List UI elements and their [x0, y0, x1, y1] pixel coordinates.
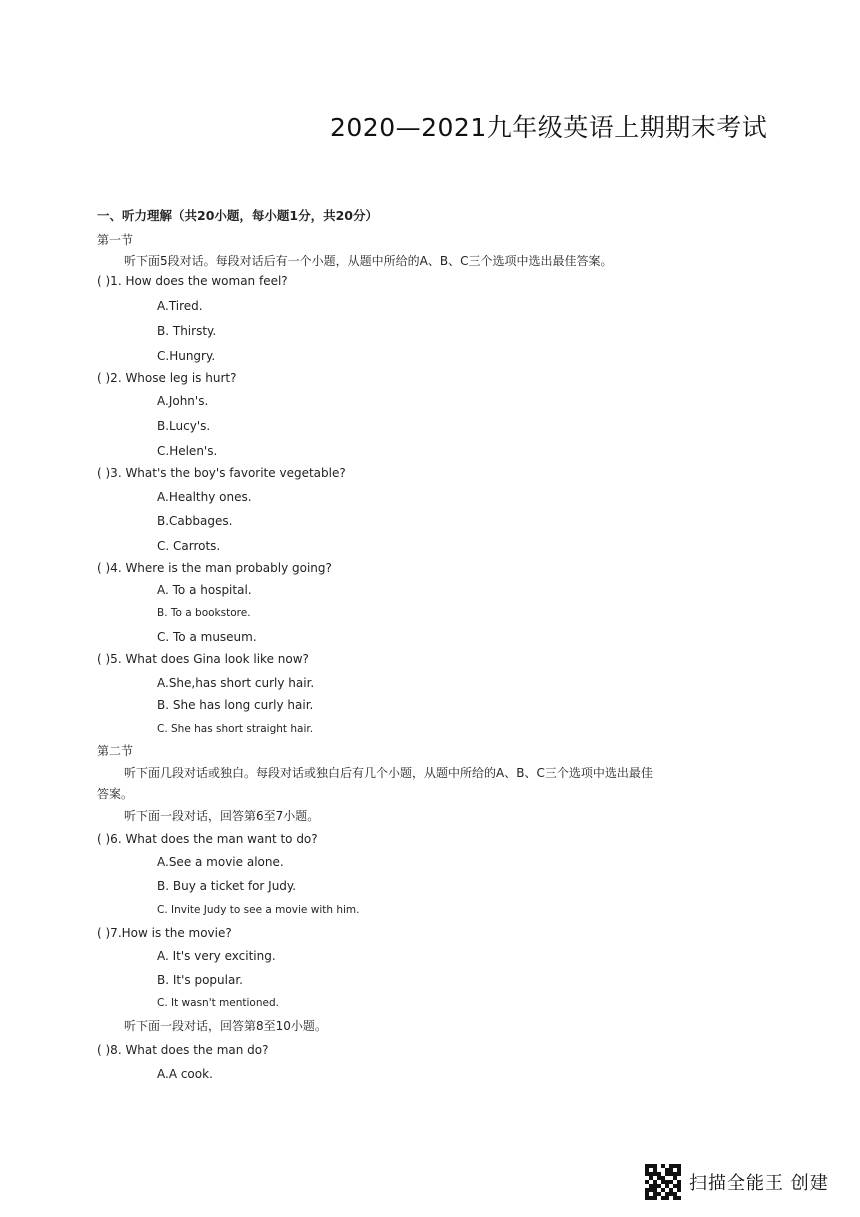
question-5: ( )5. What does Gina look like now?	[97, 652, 309, 666]
option-6a: A.See a movie alone.	[157, 855, 284, 869]
question-6: ( )6. What does the man want to do?	[97, 832, 318, 846]
part-heading-1: 第一节	[97, 233, 134, 247]
option-2a: A.John's.	[157, 394, 209, 408]
option-5c: C. She has short straight hair.	[157, 723, 314, 735]
qr-code-icon	[645, 1164, 681, 1200]
option-7c: C. It wasn't mentioned.	[157, 997, 279, 1009]
option-3a: A.Healthy ones.	[157, 490, 252, 504]
option-1c: C.Hungry.	[157, 349, 216, 363]
part-heading-2: 第二节	[97, 744, 134, 758]
option-2b: B.Lucy's.	[157, 419, 211, 433]
question-2: ( )2. Whose leg is hurt?	[97, 371, 237, 385]
option-5a: A.She,has short curly hair.	[157, 676, 315, 690]
option-8a: A.A cook.	[157, 1067, 213, 1081]
part1-instruction: 听下面5段对话。每段对话后有一个小题，从题中所给的A、B、C三个选项中选出最佳答案。	[124, 254, 613, 268]
section-heading-listening: 一、听力理解（共20小题，每小题1分，共20分）	[97, 208, 378, 223]
question-4: ( )4. Where is the man probably going?	[97, 561, 332, 575]
option-5b: B. She has long curly hair.	[157, 698, 314, 712]
option-6c: C. Invite Judy to see a movie with him.	[157, 904, 360, 916]
option-7b: B. It's popular.	[157, 973, 243, 987]
option-1b: B. Thirsty.	[157, 324, 217, 338]
part2-instruction-line1: 听下面几段对话或独白。每段对话或独白后有几个小题，从题中所给的A、B、C三个选项中选出最佳	[124, 766, 653, 780]
option-3b: B.Cabbages.	[157, 514, 233, 528]
question-3: ( )3. What's the boy's favorite vegetable?	[97, 466, 346, 480]
question-1: ( )1. How does the woman feel?	[97, 274, 288, 288]
dialog-instruction-6-7: 听下面一段对话，回答第6至7小题。	[124, 809, 320, 823]
option-1a: A.Tired.	[157, 299, 203, 313]
watermark-text: 扫描全能王 创建	[689, 1173, 829, 1194]
option-4b: B. To a bookstore.	[157, 607, 251, 619]
option-7a: A. It's very exciting.	[157, 949, 276, 963]
dialog-instruction-8-10: 听下面一段对话，回答第8至10小题。	[124, 1019, 327, 1033]
part2-instruction-line2: 答案。	[97, 787, 134, 801]
option-2c: C.Helen's.	[157, 444, 218, 458]
option-4c: C. To a museum.	[157, 630, 257, 644]
scanner-watermark	[645, 1163, 829, 1201]
option-3c: C. Carrots.	[157, 539, 221, 553]
question-7: ( )7.How is the movie?	[97, 926, 232, 940]
option-4a: A. To a hospital.	[157, 583, 252, 597]
option-6b: B. Buy a ticket for Judy.	[157, 879, 297, 893]
exam-title: 2020—2021九年级英语上期期末考试	[330, 113, 768, 142]
question-8: ( )8. What does the man do?	[97, 1043, 269, 1057]
